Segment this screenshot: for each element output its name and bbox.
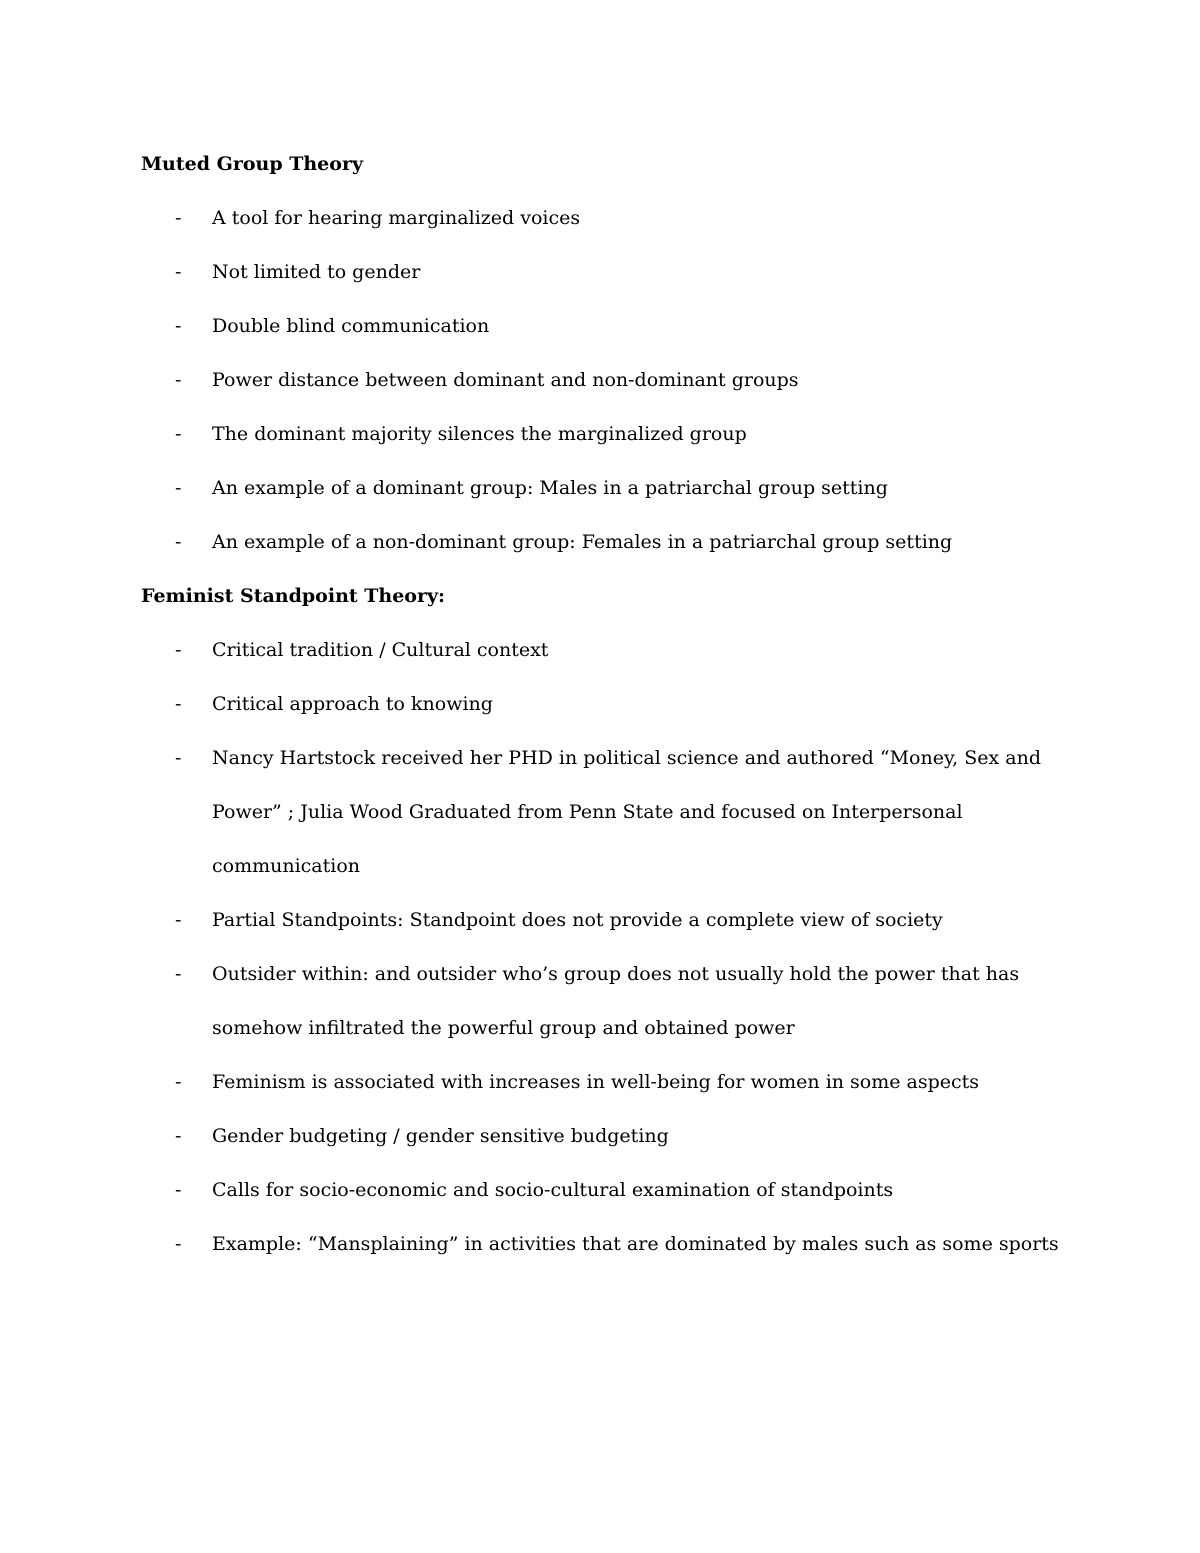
list-item xyxy=(141,1109,1071,1163)
feminist-standpoint-theory-list xyxy=(141,623,1071,1271)
bullet-dash: - xyxy=(175,369,182,391)
list-item xyxy=(141,515,1071,569)
list-item xyxy=(141,245,1071,299)
list-item-text: Not limited to gender xyxy=(212,261,421,283)
list-item-text: Nancy Hartstock received her PHD in political science and authored “Money, Sex and Power” ; Julia Wood Graduated from Penn State and focused on Interpersonal communication xyxy=(212,747,1042,877)
bullet-dash: - xyxy=(175,693,182,715)
list-item-text: Gender budgeting / gender sensitive budgeting xyxy=(212,1125,669,1147)
list-item-text: Partial Standpoints: Standpoint does not provide a complete view of society xyxy=(212,909,943,931)
list-item-text: Feminism is associated with increases in well-being for women in some aspects xyxy=(212,1071,980,1093)
bullet-dash: - xyxy=(175,315,182,337)
list-item-text: Outsider within: and outsider who’s group does not usually hold the power that has somehow infiltrated the powerful group and obtained power xyxy=(212,963,1020,1039)
list-item xyxy=(141,407,1071,461)
bullet-dash: - xyxy=(175,1179,182,1201)
list-item xyxy=(141,893,1071,947)
bullet-dash: - xyxy=(175,423,182,445)
list-item-text: Example: “Mansplaining” in activities that are dominated by males such as some sports xyxy=(212,1233,1059,1255)
section-heading-feminist-standpoint-theory: Feminist Standpoint Theory: xyxy=(141,585,446,607)
section-heading-muted-group-theory: Muted Group Theory xyxy=(141,153,363,175)
list-item-text: An example of a dominant group: Males in a patriarchal group setting xyxy=(212,477,888,499)
list-item xyxy=(141,1055,1071,1109)
list-item xyxy=(141,299,1071,353)
list-item-text: Critical tradition / Cultural context xyxy=(212,639,549,661)
list-item-text: Double blind communication xyxy=(212,315,490,337)
list-item-text: Critical approach to knowing xyxy=(212,693,493,715)
list-item xyxy=(141,1163,1071,1217)
list-item-text: A tool for hearing marginalized voices xyxy=(212,207,581,229)
list-item xyxy=(141,1217,1071,1271)
list-item xyxy=(141,731,1071,893)
list-item xyxy=(141,677,1071,731)
list-item xyxy=(141,947,1071,1055)
bullet-dash: - xyxy=(175,477,182,499)
document-body xyxy=(141,137,1071,1271)
bullet-dash: - xyxy=(175,1125,182,1147)
list-item-text: Power distance between dominant and non-dominant groups xyxy=(212,369,799,391)
list-item-text: The dominant majority silences the marginalized group xyxy=(212,423,747,445)
list-item xyxy=(141,353,1071,407)
bullet-dash: - xyxy=(175,909,182,931)
bullet-dash: - xyxy=(175,747,182,769)
bullet-dash: - xyxy=(175,207,182,229)
list-item-text: Calls for socio-economic and socio-cultural examination of standpoints xyxy=(212,1179,894,1201)
bullet-dash: - xyxy=(175,1233,182,1255)
bullet-dash: - xyxy=(175,1071,182,1093)
list-item xyxy=(141,191,1071,245)
list-item xyxy=(141,623,1071,677)
list-item xyxy=(141,461,1071,515)
list-item-text: An example of a non-dominant group: Females in a patriarchal group setting xyxy=(212,531,953,553)
muted-group-theory-list xyxy=(141,191,1071,569)
bullet-dash: - xyxy=(175,531,182,553)
bullet-dash: - xyxy=(175,963,182,985)
bullet-dash: - xyxy=(175,639,182,661)
bullet-dash: - xyxy=(175,261,182,283)
